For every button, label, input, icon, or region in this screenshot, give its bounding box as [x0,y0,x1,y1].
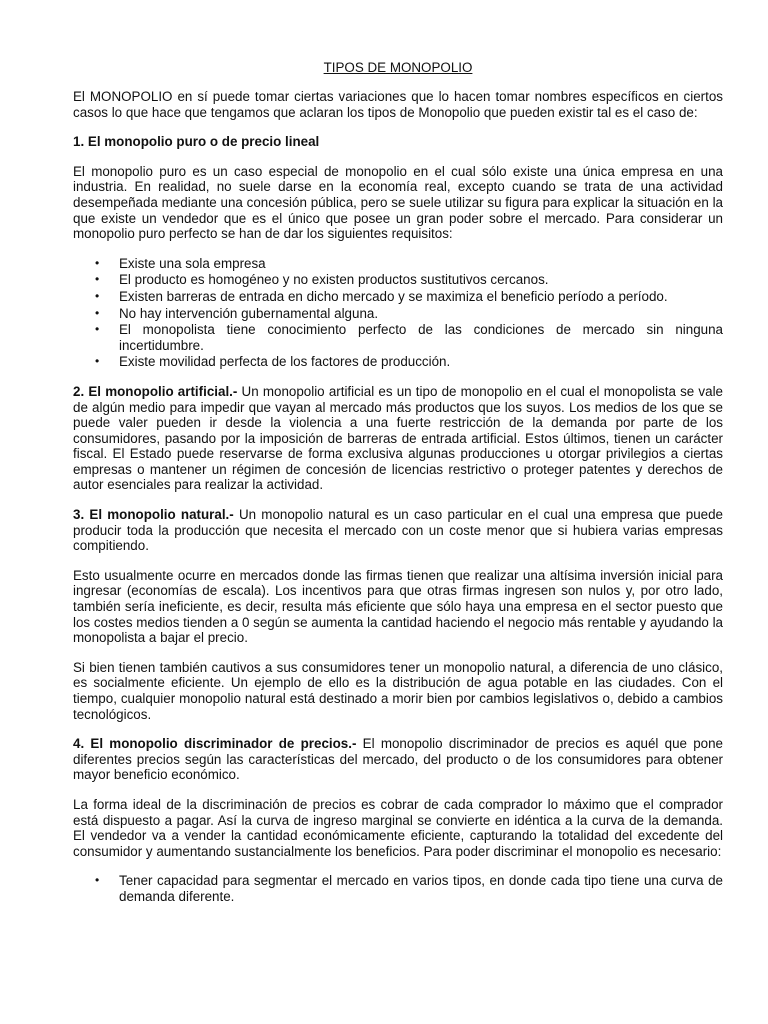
section3-paragraph-3: Si bien tienen también cautivos a sus consumidores tener un monopolio natural, a diferencia de uno clásico, es socialmente eficiente. Un ejemplo de ello es la distribución de agua potable en las ciudades. Con el tiempo, cualquier monopolio natural está destinado a morir bien por cambios legislativos o, debido a cambios tecnológicos. [73,659,723,722]
section2-heading: 2. El monopolio artificial.- [73,383,238,399]
list-item: • El producto es homogéneo y no existen productos sustitutivos cercanos. [73,272,723,288]
section4-paragraph [73,736,723,783]
section3-heading: 3. El monopolio natural.- [73,507,234,523]
section4-requirements-list [73,873,723,904]
list-item: • Existe movilidad perfecta de los factores de producción. [73,354,723,370]
intro-paragraph: El MONOPOLIO en sí puede tomar ciertas variaciones que lo hacen tomar nombres específicos en ciertos casos lo que hace que tengamos que aclaran los tipos de Monopolio que pueden existir tal es el caso de: [73,89,723,120]
section1-heading: 1. El monopolio puro o de precio lineal [73,134,320,150]
section3-paragraph [73,507,723,554]
list-item: • No hay intervención gubernamental alguna. [73,306,723,322]
list-item: • El monopolista tiene conocimiento perfecto de las condiciones de mercado sin ninguna incertidumbre. [73,322,723,353]
section4-paragraph-2: La forma ideal de la discriminación de precios es cobrar de cada comprador lo máximo que el comprador está dispuesto a pagar. Así la curva de ingreso marginal se convierte en idéntica a la curva de la demanda. El vendedor va a vender la cantidad económicamente eficiente, capturando la totalidad del excedente del consumidor y aumentando sustancialmente los beneficios. Para poder discriminar el monopolio es necesario: [73,796,723,859]
section1-requirements-list [73,256,723,370]
list-item: • Existe una sola empresa [73,256,723,272]
document-title: TIPOS DE MONOPOLIO [323,60,473,75]
section2-paragraph [73,384,723,493]
list-item: • Tener capacidad para segmentar el mercado en varios tipos, en donde cada tipo tiene una curva de demanda diferente. [73,873,723,904]
section3-body: Un monopolio natural es un caso particular en el cual una empresa que puede producir toda la producción que necesita el mercado con un coste menor que si hubiera varias empresas compitiendo. [73,507,723,554]
section4-body: El monopolio discriminador de precios es aquél que pone diferentes precios según las características del mercado, del producto o de los consumidores para obtener mayor beneficio económico. [73,736,723,783]
list-item: • Existen barreras de entrada en dicho mercado y se maximiza el beneficio período a período. [73,289,723,305]
section4-heading: 4. El monopolio discriminador de precios.- [73,736,357,752]
section3-paragraph-2: Esto usualmente ocurre en mercados donde las firmas tienen que realizar una altísima inversión inicial para ingresar (economías de escala). Los incentivos para que otras firmas ingresen son nulos y, por otro lado, también sería ineficiente, es decir, resulta más eficiente que sólo haya una empresa en el sector puesto que los costes medios tienden a 0 según se aumenta la cantidad haciendo el negocio más rentable y ayudando la monopolista a bajar el precio. [73,567,723,646]
section2-body: Un monopolio artificial es un tipo de monopolio en el cual el monopolista se vale de algún medio para impedir que vayan al mercado más productos que los suyos. Los medios de los que se puede valer pueden ir desde la violencia a una fuerte restricción de la demanda por parte de los consumidores, pasando por la imposición de barreras de entrada artificial. Estos últimos, tienen un carácter fiscal. El Estado puede reservarse de forma exclusiva algunas producciones u otorgar privilegios a ciertas empresas o mantener un régimen de concesión de licencias restrictivo o proteger patentes y derechos de autor esenciales para realizar la actividad. [73,383,723,493]
section1-paragraph: El monopolio puro es un caso especial de monopolio en el cual sólo existe una única empresa en una industria. En realidad, no suele darse en la economía real, excepto cuando se trata de una actividad desempeñada mediante una concesión pública, pero se suele utilizar su figura para explicar la situación en la que existe un vendedor que es el único que posee un gran poder sobre el mercado. Para considerar un monopolio puro perfecto se han de dar los siguientes requisitos: [73,163,723,242]
